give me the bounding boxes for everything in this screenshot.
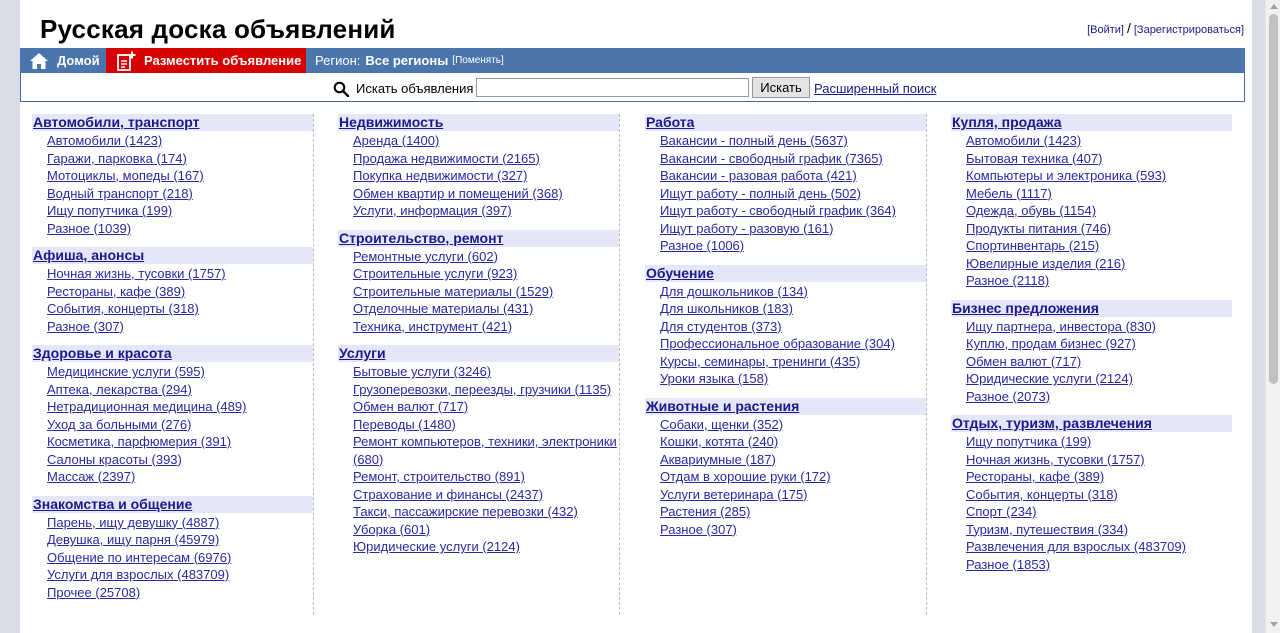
subcategory-link[interactable]: Туризм, путешествия (334)	[966, 521, 1129, 537]
search-icon	[333, 81, 349, 97]
list-item	[47, 202, 313, 220]
list-item	[660, 468, 926, 486]
category-block	[951, 114, 1232, 290]
post-ad-label: Разместить объявление	[144, 53, 302, 68]
list-item	[966, 237, 1232, 255]
category-block	[338, 114, 619, 220]
subcategory-link[interactable]: Бытовая техника (407)	[966, 150, 1103, 166]
list-item	[47, 468, 313, 486]
subcategory-link[interactable]: Аренда (1400)	[353, 133, 440, 148]
subcategory-link[interactable]: Парень, ищу девушку (4887)	[47, 514, 220, 530]
list-item	[47, 265, 313, 283]
category-heading[interactable]: Работа	[645, 114, 926, 131]
subcategory-link[interactable]: Ищу партнера, инвестора (830)	[966, 318, 1156, 334]
subcategory-link[interactable]: Автомобили (1423)	[966, 133, 1082, 148]
list-item	[660, 433, 926, 451]
subcategory-link[interactable]: Строительные материалы (1529)	[353, 283, 554, 299]
subcategory-link[interactable]: Разное (2073)	[966, 388, 1051, 404]
subcategory-list	[32, 265, 313, 335]
subcategory-link[interactable]: Обмен валют (717)	[966, 353, 1082, 369]
subcategory-link[interactable]: Ищу попутчика (199)	[966, 434, 1092, 449]
list-item	[353, 265, 619, 283]
subcategory-link[interactable]: Юридические услуги (2124)	[966, 371, 1133, 386]
subcategory-link[interactable]: Аптека, лекарства (294)	[47, 381, 192, 397]
subcategory-link[interactable]: Страхование и финансы (2437)	[353, 486, 544, 502]
category-block	[645, 265, 926, 388]
list-item	[660, 167, 926, 185]
list-item	[966, 167, 1232, 185]
category-block	[32, 345, 313, 486]
list-item	[353, 538, 619, 556]
list-item	[47, 318, 313, 336]
list-item	[660, 486, 926, 504]
subcategory-link[interactable]: Мебель (1117)	[966, 185, 1052, 201]
subcategory-link[interactable]: Спортинвентарь (215)	[966, 238, 1100, 253]
list-item	[966, 220, 1232, 238]
subcategory-link[interactable]: Растения (285)	[660, 504, 751, 519]
list-item	[353, 398, 619, 416]
subcategory-link[interactable]: Разное (1853)	[966, 556, 1051, 572]
subcategory-link[interactable]: Услуги, информация (397)	[353, 203, 512, 218]
list-item	[966, 185, 1232, 203]
list-item	[47, 433, 313, 451]
list-item	[660, 521, 926, 539]
subcategory-link[interactable]: Спорт (234)	[966, 504, 1037, 519]
list-item	[353, 167, 619, 185]
subcategory-list	[951, 433, 1232, 573]
subcategory-list	[338, 363, 619, 556]
list-item	[966, 202, 1232, 220]
subcategory-link[interactable]: Рестораны, кафе (389)	[47, 283, 186, 299]
subcategory-link[interactable]: Грузоперевозки, переезды, грузчики (1135)	[353, 381, 612, 397]
advanced-search-link[interactable]: Расширенный поиск	[814, 81, 937, 96]
subcategory-link[interactable]: Собаки, щенки (352)	[660, 416, 784, 432]
subcategory-link[interactable]: Профессиональное образование (304)	[660, 336, 895, 351]
category-heading[interactable]: Строительство, ремонт	[338, 230, 619, 247]
subcategory-link[interactable]: Обмен квартир и помещений (368)	[353, 185, 563, 201]
list-item	[353, 433, 619, 468]
list-item	[966, 538, 1232, 556]
auth-separator: /	[1126, 20, 1131, 36]
region-label: Регион:	[315, 53, 361, 68]
site-title: Русская доска объявлений	[40, 14, 396, 44]
subcategory-link[interactable]: Ищу попутчика (199)	[47, 203, 173, 218]
category-block	[338, 230, 619, 336]
category-heading[interactable]: Отдых, туризм, развлечения	[951, 415, 1232, 432]
subcategory-link[interactable]: Медицинские услуги (595)	[47, 364, 205, 379]
subcategory-link[interactable]: События, концерты (318)	[47, 301, 199, 316]
list-item	[966, 132, 1232, 150]
subcategory-link[interactable]: Вакансии - разовая работа (421)	[660, 168, 857, 183]
subcategory-list	[645, 132, 926, 255]
list-item	[966, 556, 1232, 574]
region-value: Все регионы	[365, 53, 449, 68]
list-item	[660, 416, 926, 434]
search-label: Искать объявления	[356, 81, 474, 96]
search-bar	[20, 73, 1245, 102]
list-item	[660, 451, 926, 469]
list-item	[353, 503, 619, 521]
register-link[interactable]: [Зарегистрироваться]	[1133, 24, 1244, 36]
category-heading[interactable]: Услуги	[338, 345, 619, 362]
subcategory-link[interactable]: Для школьников (183)	[660, 301, 793, 316]
list-item	[966, 255, 1232, 273]
list-item	[660, 503, 926, 521]
subcategory-list	[338, 248, 619, 336]
subcategory-list	[951, 318, 1232, 406]
list-item	[47, 381, 313, 399]
subcategory-link[interactable]: Салоны красоты (393)	[47, 451, 182, 467]
subcategory-link[interactable]: Курсы, семинары, тренинги (435)	[660, 353, 861, 369]
subcategory-link[interactable]: Общение по интересам (6976)	[47, 549, 232, 565]
list-item	[660, 132, 926, 150]
subcategory-link[interactable]: Услуги ветеринара (175)	[660, 486, 808, 502]
subcategory-list	[951, 132, 1232, 290]
subcategory-link[interactable]: Аквариумные (187)	[660, 451, 776, 467]
subcategory-list	[32, 514, 313, 602]
list-item	[660, 237, 926, 255]
category-column-1	[32, 114, 314, 615]
subcategory-link[interactable]: Компьютеры и электроника (593)	[966, 168, 1167, 183]
subcategory-link[interactable]: Уход за больными (276)	[47, 416, 192, 432]
category-heading[interactable]: Афиша, анонсы	[32, 247, 313, 264]
subcategory-link[interactable]: Строительные услуги (923)	[353, 266, 518, 281]
subcategory-link[interactable]: Кошки, котята (240)	[660, 434, 779, 449]
list-item	[47, 167, 313, 185]
list-item	[47, 398, 313, 416]
subcategory-list	[32, 363, 313, 486]
subcategory-link[interactable]: Такси, пассажирские перевозки (432)	[353, 504, 578, 519]
list-item	[353, 300, 619, 318]
subcategory-link[interactable]: Мотоциклы, мопеды (167)	[47, 168, 204, 183]
subcategory-link[interactable]: Нетрадиционная медицина (489)	[47, 399, 247, 414]
category-block	[32, 114, 313, 237]
list-item	[353, 468, 619, 486]
subcategory-list	[645, 283, 926, 388]
category-heading[interactable]: Автомобили, транспорт	[32, 114, 313, 131]
auth-links	[1087, 20, 1244, 36]
category-column-3	[645, 114, 927, 615]
list-item	[353, 202, 619, 220]
category-heading[interactable]: Знакомства и общение	[32, 496, 313, 513]
list-item	[47, 283, 313, 301]
subcategory-link[interactable]: Ищут работу - полный день (502)	[660, 185, 861, 201]
list-item	[353, 132, 619, 150]
category-heading[interactable]: Купля, продажа	[951, 114, 1232, 131]
subcategory-link[interactable]: Ночная жизнь, тусовки (1757)	[47, 266, 226, 281]
list-item	[47, 451, 313, 469]
list-item	[47, 363, 313, 381]
home-icon	[29, 52, 49, 70]
subcategory-link[interactable]: Водный транспорт (218)	[47, 185, 193, 201]
category-heading[interactable]: Бизнес предложения	[951, 300, 1232, 317]
list-item	[966, 468, 1232, 486]
list-item	[47, 531, 313, 549]
list-item	[966, 353, 1232, 371]
scrollbar-thumb[interactable]	[1269, 14, 1278, 384]
list-item	[47, 150, 313, 168]
list-item	[966, 318, 1232, 336]
category-block	[951, 415, 1232, 573]
category-heading[interactable]: Животные и растения	[645, 398, 926, 415]
list-item	[47, 185, 313, 203]
subcategory-list	[338, 132, 619, 220]
subcategory-link[interactable]: Продажа недвижимости (2165)	[353, 150, 540, 166]
subcategory-link[interactable]: Массаж (2397)	[47, 469, 136, 484]
category-block	[645, 114, 926, 255]
list-item	[660, 353, 926, 371]
subcategory-link[interactable]: Отделочные материалы (431)	[353, 301, 534, 316]
subcategory-link[interactable]: Куплю, продам бизнес (927)	[966, 336, 1136, 351]
list-item	[966, 433, 1232, 451]
category-block	[32, 496, 313, 602]
subcategory-link[interactable]: Ремонт компьютеров, техники, электроники (680)	[353, 434, 617, 467]
list-item	[660, 185, 926, 203]
subcategory-link[interactable]: Рестораны, кафе (389)	[966, 469, 1105, 484]
category-column-4	[951, 114, 1232, 615]
list-item	[966, 335, 1232, 353]
list-item	[353, 363, 619, 381]
subcategory-link[interactable]: Покупка недвижимости (327)	[353, 168, 528, 183]
subcategory-link[interactable]: Для студентов (373)	[660, 318, 782, 334]
scroll-up-arrow-icon[interactable]	[1270, 4, 1278, 9]
subcategory-link[interactable]: Ночная жизнь, тусовки (1757)	[966, 451, 1145, 467]
category-block	[951, 300, 1232, 406]
subcategory-list	[645, 416, 926, 539]
list-item	[660, 150, 926, 168]
add-document-icon	[116, 51, 136, 71]
home-label: Домой	[57, 53, 100, 68]
list-item	[47, 132, 313, 150]
list-item	[966, 503, 1232, 521]
subcategory-list	[32, 132, 313, 237]
category-column-2	[338, 114, 620, 615]
subcategory-link[interactable]: Прочее (25708)	[47, 584, 141, 600]
subcategory-link[interactable]: Обмен валют (717)	[353, 399, 469, 414]
list-item	[966, 150, 1232, 168]
subcategory-link[interactable]: Гаражи, парковка (174)	[47, 150, 187, 166]
list-item	[660, 318, 926, 336]
list-item	[966, 451, 1232, 469]
list-item	[353, 248, 619, 266]
subcategory-link[interactable]: Разное (2118)	[966, 273, 1050, 288]
list-item	[660, 335, 926, 353]
subcategory-link[interactable]: Разное (307)	[660, 521, 737, 537]
list-item	[47, 514, 313, 532]
subcategory-link[interactable]: Вакансии - свободный график (7365)	[660, 150, 883, 166]
subcategory-link[interactable]: Переводы (1480)	[353, 416, 456, 432]
subcategory-link[interactable]: Ищут работу - свободный график (364)	[660, 203, 896, 218]
list-item	[966, 272, 1232, 290]
subcategory-link[interactable]: Девушка, ищу парня (45979)	[47, 532, 220, 547]
list-item	[47, 566, 313, 584]
region-selector	[315, 48, 504, 73]
list-item	[47, 549, 313, 567]
subcategory-link[interactable]: Уборка (601)	[353, 521, 431, 537]
vertical-scrollbar[interactable]	[1265, 0, 1280, 633]
main-navbar	[20, 48, 1245, 73]
subcategory-link[interactable]: Уроки языка (158)	[660, 371, 769, 386]
list-item	[966, 486, 1232, 504]
list-item	[353, 283, 619, 301]
subcategory-link[interactable]: Одежда, обувь (1154)	[966, 203, 1097, 218]
subcategory-link[interactable]: Разное (1039)	[47, 220, 132, 236]
subcategory-link[interactable]: Юридические услуги (2124)	[353, 539, 520, 554]
list-item	[966, 388, 1232, 406]
list-item	[47, 220, 313, 238]
list-item	[353, 381, 619, 399]
list-item	[966, 370, 1232, 388]
list-item	[353, 318, 619, 336]
scroll-down-arrow-icon[interactable]	[1270, 622, 1278, 627]
subcategory-link[interactable]: Для дошкольников (134)	[660, 283, 808, 299]
region-change-link[interactable]: [Поменять]	[452, 55, 504, 66]
login-link[interactable]: [Войти]	[1087, 24, 1124, 36]
subcategory-link[interactable]: Ремонтные услуги (602)	[353, 248, 498, 264]
list-item	[47, 300, 313, 318]
subcategory-link[interactable]: Услуги для взрослых (483709)	[47, 567, 230, 582]
subcategory-link[interactable]: Автомобили (1423)	[47, 133, 163, 148]
list-item	[660, 220, 926, 238]
list-item	[47, 416, 313, 434]
list-item	[660, 202, 926, 220]
category-heading[interactable]: Недвижимость	[338, 114, 619, 131]
category-block	[338, 345, 619, 556]
list-item	[353, 521, 619, 539]
subcategory-link[interactable]: Разное (307)	[47, 318, 124, 334]
list-item	[353, 416, 619, 434]
list-item	[353, 185, 619, 203]
subcategory-link[interactable]: Развлечения для взрослых (483709)	[966, 539, 1186, 554]
list-item	[353, 150, 619, 168]
search-button[interactable]: Искать	[752, 77, 810, 98]
list-item	[353, 486, 619, 504]
category-heading[interactable]: Обучение	[645, 265, 926, 282]
subcategory-link[interactable]: Косметика, парфюмерия (391)	[47, 434, 232, 449]
subcategory-link[interactable]: Ремонт, строительство (891)	[353, 469, 525, 484]
list-item	[966, 521, 1232, 539]
subcategory-link[interactable]: Вакансии - полный день (5637)	[660, 133, 848, 148]
subcategory-link[interactable]: Техника, инструмент (421)	[353, 318, 513, 334]
page	[20, 0, 1252, 633]
category-block	[32, 247, 313, 335]
subcategory-link[interactable]: Бытовые услуги (3246)	[353, 364, 492, 379]
category-block	[645, 398, 926, 539]
subcategory-link[interactable]: События, концерты (318)	[966, 486, 1118, 502]
list-item	[660, 300, 926, 318]
list-item	[47, 584, 313, 602]
search-input[interactable]	[476, 78, 749, 97]
subcategory-link[interactable]: Ищут работу - разовую (161)	[660, 220, 834, 236]
category-heading[interactable]: Здоровье и красота	[32, 345, 313, 362]
list-item	[660, 283, 926, 301]
list-item	[660, 370, 926, 388]
subcategory-link[interactable]: Отдам в хорошие руки (172)	[660, 469, 831, 484]
post-ad-button[interactable]	[106, 48, 306, 73]
subcategory-link[interactable]: Продукты питания (746)	[966, 220, 1112, 236]
home-button[interactable]	[20, 48, 106, 73]
subcategory-link[interactable]: Разное (1006)	[660, 238, 745, 253]
subcategory-link[interactable]: Ювелирные изделия (216)	[966, 255, 1126, 271]
